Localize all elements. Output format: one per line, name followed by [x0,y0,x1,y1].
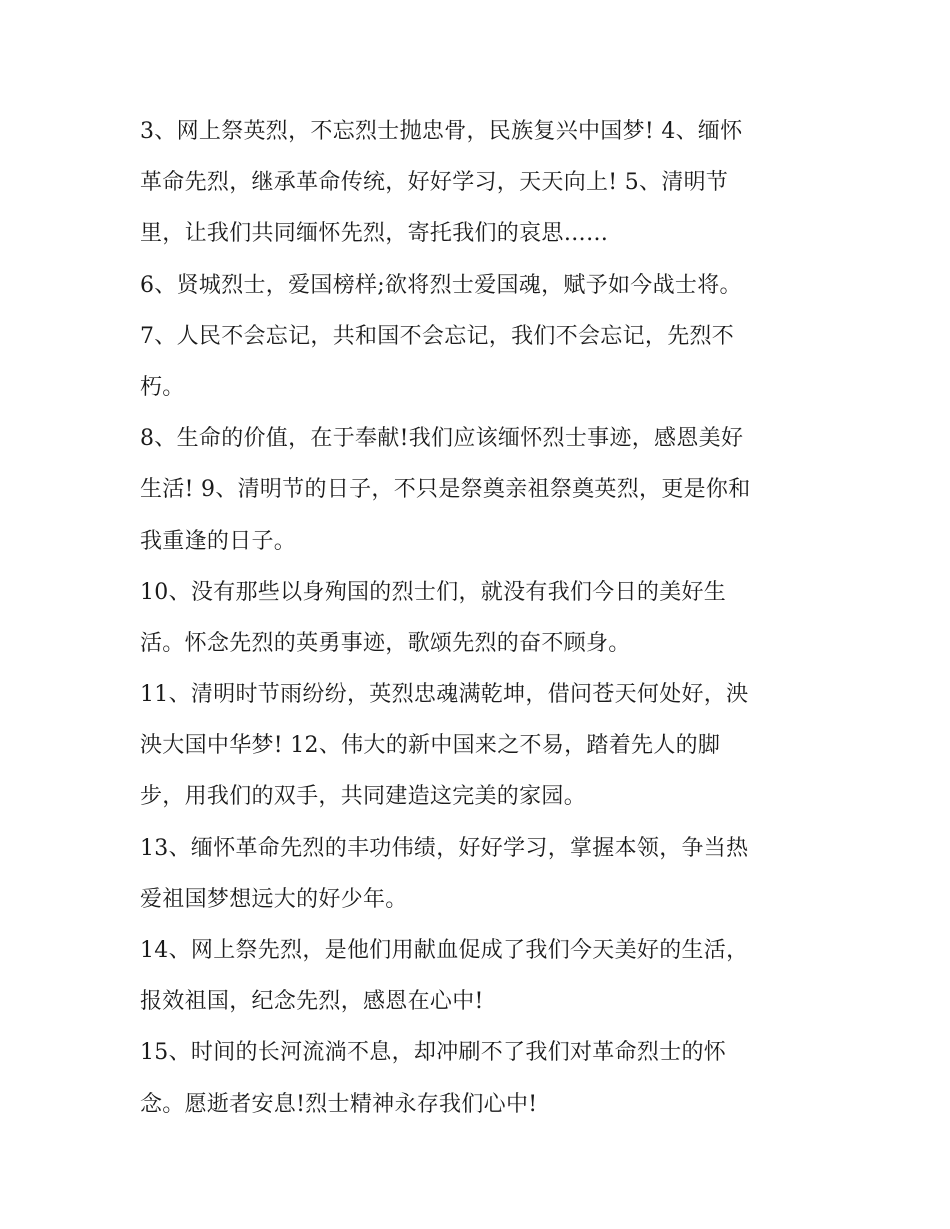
document-body [140,106,820,1130]
text-line: 8、生命的价值，在于奉献!我们应该缅怀烈士事迹，感恩美好 [140,426,744,452]
text-line: 革命先烈，继承革命传统，好好学习，天天向上! 5、清明节 [140,170,729,196]
text-line: 朽。 [140,374,185,400]
text-line: 泱大国中华梦! 12、伟大的新中国来之不易，踏着先人的脚 [140,733,721,759]
text-line: 11、清明时节雨纷纷，英烈忠魂满乾坤，借问苍天何处好，泱 [140,682,749,708]
text-line: 15、时间的长河流淌不息，却冲刷不了我们对革命烈士的怀 [140,1040,727,1066]
text-line: 10、没有那些以身殉国的烈士们，就没有我们今日的美好生 [140,579,727,605]
text-line: 13、缅怀革命先烈的丰功伟绩，好好学习，掌握本领，争当热 [140,835,749,861]
text-line: 步，用我们的双手，共同建造这完美的家园。 [140,784,587,810]
text-line: 我重逢的日子。 [140,528,297,554]
text-line: 报效祖国，纪念先烈，感恩在心中! [140,989,484,1015]
text-line: 念。愿逝者安息!烈士精神永存我们心中! [140,1091,538,1117]
text-line: 14、网上祭先烈，是他们用献血促成了我们今天美好的生活， [140,938,749,963]
text-line: 生活! 9、清明节的日子，不只是祭奠亲祖祭奠英烈，更是你和 [140,477,751,503]
text-line: 活。怀念先烈的英勇事迹，歌颂先烈的奋不顾身。 [140,630,631,656]
text-line: 里，让我们共同缅怀先烈，寄托我们的哀思…… [140,221,609,247]
text-line: 6、贤城烈士，爱国榜样;欲将烈士爱国魂，赋予如今战士将。 [140,272,742,298]
text-line: 7、人民不会忘记，共和国不会忘记，我们不会忘记，先烈不 [140,323,735,349]
text-line: 3、网上祭英烈，不忘烈士抛忠骨，民族复兴中国梦! 4、缅怀 [140,119,743,144]
text-line: 爱祖国梦想远大的好少年。 [140,886,408,912]
